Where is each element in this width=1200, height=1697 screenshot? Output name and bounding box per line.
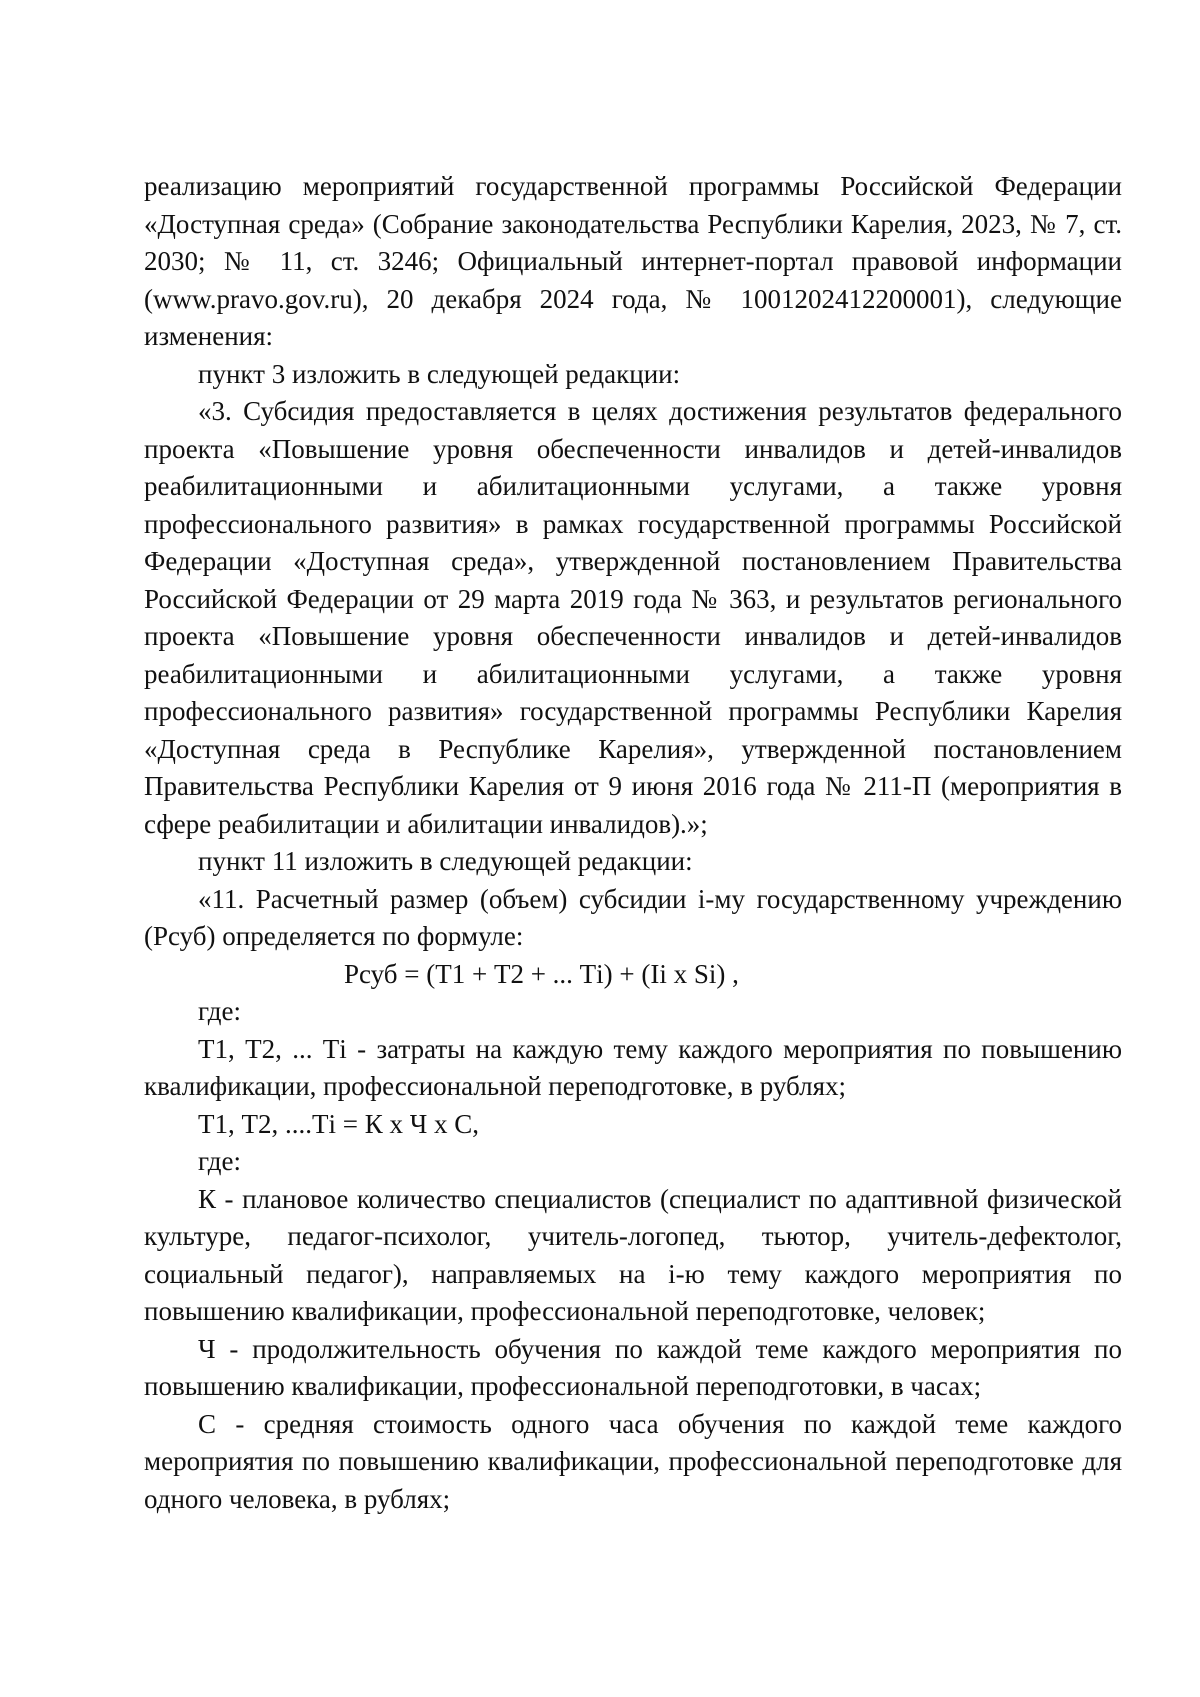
paragraph-amendment-intro: реализацию мероприятий государственной программы Российской Федерации «Доступная среда» (Собрание законодательства Республики Карелия, 2023, № 7, ст. 2030; № 11, ст. 3246; Официальный интернет-портал правовой информации (www.pravo.gov.ru), 20 декабря 2024 года, № 1001202412200001), следующие изменения:	[144, 171, 1122, 351]
paragraph-point-3-heading: пункт 3 изложить в следующей редакции:	[198, 358, 681, 389]
paragraph-definition-k: К - плановое количество специалистов (специалист по адаптивной физической культуре, педагог-психолог, учитель-логопед, тьютор, учитель-дефектолог, социальный педагог), направляемых на i-ю тему каждого мероприятия по повышению квалификации, профессиональной переподготовке, человек;	[144, 1183, 1122, 1326]
paragraph-definition-t: Т1, Т2, ... Тi - затраты на каждую тему каждого мероприятия по повышению квалификации, профессиональной переподготовке, в рублях;	[144, 1033, 1122, 1101]
paragraph-where-2: где:	[198, 1146, 241, 1176]
paragraph-point-3-text: «3. Субсидия предоставляется в целях достижения результатов федерального проекта «Повышение уровня обеспеченности инвалидов и детей-инвалидов реабилитационными и абилитационными услугами, а также уровня профессионального развития» в рамках государственной программы Российской Федерации «Доступная среда», утвержденной постановлением Правительства Российской Федерации от 29 марта 2019 года № 363, и результатов регионального проекта «Повышение уровня обеспеченности инвалидов и детей-инвалидов реабилитационными и абилитационными услугами, а также уровня профессионального развития» государственной программы Республики Карелия «Доступная среда в Республике Карелия», утвержденной постановлением Правительства Республики Карелия от 9 июня 2016 года № 211-П (мероприятия в сфере реабилитации и абилитации инвалидов).»;	[144, 396, 1122, 839]
formula-t: Т1, Т2, ....Тi = К x Ч x С,	[198, 1108, 480, 1139]
paragraph-point-11-text: «11. Расчетный размер (объем) субсидии i-му государственному учреждению (Рсуб) определяется по формуле:	[144, 883, 1122, 951]
paragraph-where-1: где:	[198, 996, 241, 1026]
document-body	[144, 168, 1122, 1518]
paragraph-definition-s: С - средняя стоимость одного часа обучения по каждой теме каждого мероприятия по повышению квалификации, профессиональной переподготовке для одного человека, в рублях;	[144, 1408, 1122, 1514]
formula-subsidy: Рсуб = (Т1 + Т2 + ... Тi) + (Ii x Si) ,	[344, 958, 739, 989]
paragraph-definition-ch: Ч - продолжительность обучения по каждой теме каждого мероприятия по повышению квалификации, профессиональной переподготовки, в часах;	[144, 1333, 1122, 1401]
paragraph-point-11-heading: пункт 11 изложить в следующей редакции:	[198, 846, 693, 876]
